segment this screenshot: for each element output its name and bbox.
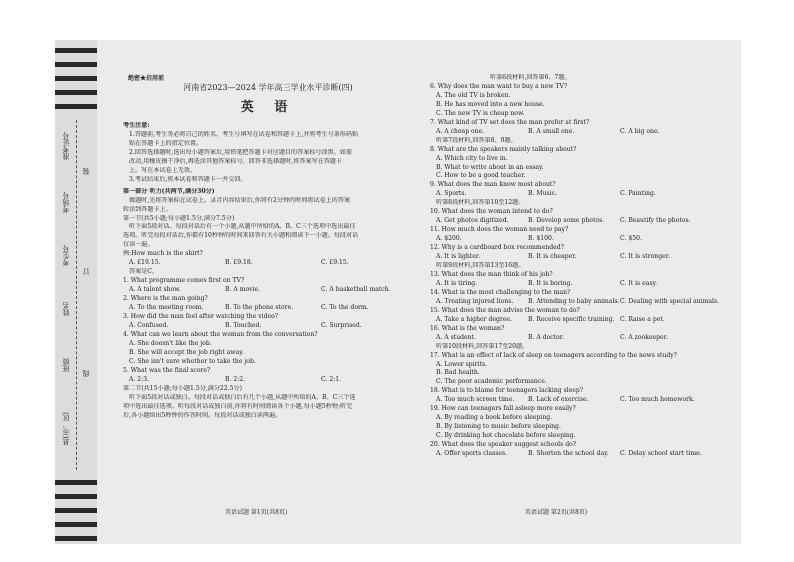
option: B. Shorten the school day. — [528, 450, 609, 458]
option: B. To the phone store. — [225, 304, 294, 312]
section2-heading: 第二节(共15小题;每小题1.5分,满分22.5分) — [123, 384, 242, 392]
part1-text: 做题时,先将答案标在试卷上。录音内容结束后,你将有2分钟的时间将试卷上的答案 — [129, 196, 351, 204]
page-2 — [430, 74, 730, 459]
question: 18. What is to blame for teenagers lacking sleep? — [430, 387, 584, 395]
option: A. By reading a book before sleeping. — [436, 414, 553, 422]
binding-stripe — [55, 48, 97, 53]
option: B. It is boring. — [528, 279, 573, 287]
option: B. What to write about in an essay. — [436, 163, 544, 171]
option: C. A zookeeper. — [620, 333, 668, 341]
section1-heading: 第一节(共5小题;每小题1.5分,满分7.5分) — [123, 214, 235, 222]
option: A. Too much screen time. — [436, 396, 515, 404]
option: A. A student. — [436, 333, 476, 341]
question-options — [430, 316, 730, 325]
option: C. It is easy. — [620, 279, 658, 287]
question: 20. What does the speaker suggest schools do? — [430, 441, 577, 449]
option: B. Attending to baby animals. — [528, 297, 620, 305]
question-options — [430, 450, 730, 459]
option: C. Too much homework. — [620, 396, 695, 404]
part1-heading: 第一部分 听力(共两节,满分30分) — [123, 187, 215, 195]
section-header: 听第10段材料,回答第17至20题。 — [436, 342, 529, 350]
binding-field-class: 班级 — [62, 358, 70, 372]
question-options — [430, 396, 730, 405]
option: B. £9.18. — [225, 259, 253, 267]
binding-stripe — [55, 104, 97, 109]
question: 5. What was the final score? — [123, 366, 211, 374]
option: B. Lack of exercise. — [528, 396, 589, 404]
binding-cut-line — [76, 120, 77, 470]
binding-stripe — [55, 76, 97, 81]
notice-line: 3.考试结束后,将本试卷和答题卡一并交回。 — [129, 175, 247, 183]
binding-strip — [55, 40, 97, 544]
section2-text: 项中选出最佳选项。听每段对话或独白前,你将有时间阅读各个小题,每小题5秒钟;听完 — [123, 402, 353, 410]
question-options — [430, 253, 730, 262]
option: B. She will accept the job right away. — [129, 348, 244, 356]
question: 6. Why does the man want to buy a new TV? — [430, 82, 568, 90]
question-options — [430, 217, 730, 226]
binding-stripe — [55, 480, 97, 485]
question: 4. What can we learn about the woman from the conversation? — [123, 330, 318, 338]
option: A. A talent show. — [129, 286, 181, 294]
option: B. It is cheaper. — [528, 253, 577, 261]
binding-stripe — [55, 62, 97, 67]
option: C. Beautify the photos. — [620, 217, 691, 225]
question-options — [123, 322, 413, 331]
section-header: 听第9段材料,回答第13至16题。 — [436, 262, 525, 270]
question-options — [430, 235, 730, 244]
option: B. Receive specific training. — [528, 315, 615, 323]
section2-text: 听下面5段对话或独白。每段对话或独白后有几个小题,从题中所给的A、B、C三个选 — [129, 393, 356, 401]
binding-stripe — [55, 536, 97, 541]
question: 2. Where is the man going? — [123, 295, 208, 303]
question-options — [123, 376, 413, 385]
binding-field-room: 考场号 — [62, 192, 70, 213]
question: 11. How much does the woman need to pay? — [430, 226, 569, 234]
option: A. To the meeting room. — [129, 304, 204, 312]
option: A. £19.15. — [129, 259, 161, 267]
section-header: 听第8段材料,回答第10至12题。 — [436, 199, 525, 207]
question-options — [123, 304, 413, 313]
option: B. 2:2. — [225, 375, 246, 383]
option: B. Bad health. — [436, 369, 480, 377]
option: C. How to be a good teacher. — [436, 172, 526, 180]
section1-text: 仅读一遍。 — [123, 241, 154, 249]
notice-line: 2.回答选择题时,选出每小题答案后,用铅笔把答题卡对应题目的答案标号涂黑。如需 — [129, 148, 352, 156]
notice-heading: 考生注意: — [123, 122, 150, 129]
option: A. $200. — [436, 235, 462, 243]
section1-text: 选项。听完每段对话后,你都有10秒钟的时间来回答有关小题和阅读下一小题。每段对话 — [123, 232, 359, 240]
question: 10. What does the woman intend to do? — [430, 208, 553, 216]
question: 13. What does the man think of his job? — [430, 270, 553, 278]
option: B. Touched. — [225, 321, 262, 329]
option: C. The poor academic performance. — [436, 378, 547, 386]
question: 19. How can teenagers fall asleep more easily? — [430, 405, 576, 413]
option: A. A cheap one. — [436, 127, 485, 135]
option: C. Surprised. — [321, 321, 362, 329]
binding-field-county: 县(市、区) — [62, 412, 70, 446]
option: B. He has moved into a new house. — [436, 100, 545, 108]
option: A. Treating injured lions. — [436, 297, 514, 305]
binding-field-student: 考生号 — [62, 245, 70, 266]
question-options — [430, 280, 730, 289]
question-options — [430, 190, 730, 199]
binding-mark-ding: 订 — [82, 268, 90, 275]
option: A. Confused. — [129, 321, 169, 329]
exam-sheet — [55, 40, 741, 544]
option: A. It is tiring. — [436, 279, 478, 287]
question: 7. What kind of TV set does the man prefer at first? — [430, 118, 590, 126]
option: A. Sports. — [436, 190, 467, 198]
example-answer: 答案是C。 — [129, 268, 159, 276]
option: A. Which city to live in. — [436, 154, 508, 162]
option: C. It is stronger. — [620, 253, 670, 261]
option: B. Develop some photos. — [528, 217, 605, 225]
notice-line: 改动,用橡皮擦干净后,再选涂其他答案标号。回答非选择题时,将答案写在答题卡 — [129, 157, 342, 165]
option: A. 2:3. — [129, 375, 150, 383]
option: C. £9.15. — [321, 259, 349, 267]
question: 17. What is an effect of lack of sleep on teenagers according to the news study? — [430, 351, 677, 359]
question: 14. What is the most challenging to the man? — [430, 288, 571, 296]
exam-subtitle: 河南省2023—2024 学年高三学业水平诊断(四) — [183, 83, 353, 92]
binding-field-ticket: 准考证号 — [62, 132, 70, 160]
section1-text: 听下面5段对话。每段对话后有一个小题,从题中所给的A、B、C三个选项中选出最佳 — [129, 223, 356, 231]
option: C. She isn't sure whether to take the job. — [129, 357, 256, 365]
option: C. Painting. — [620, 190, 656, 198]
binding-stripe — [55, 522, 97, 527]
question: 15. What does the man advise the woman to do? — [430, 306, 580, 314]
option: A. The old TV is broken. — [436, 91, 511, 99]
option: A. Lower spirits. — [436, 360, 488, 368]
option: A. Take a higher degree. — [436, 315, 512, 323]
question-options — [430, 298, 730, 307]
exam-title: 英 语 — [240, 100, 296, 115]
option: C. Delay school start time. — [620, 450, 702, 458]
option: B. $100. — [528, 235, 554, 243]
option: C. 2:1. — [321, 375, 342, 383]
question-options — [430, 334, 730, 343]
option: C. A basketball match. — [321, 286, 391, 294]
option: C. Raise a pet. — [620, 315, 665, 323]
binding-stripe — [55, 494, 97, 499]
page-1-footer: 英语试题 第1页(共8页) — [225, 509, 288, 516]
option: C. A big one. — [620, 127, 660, 135]
binding-mark-zhuang: 装 — [82, 168, 90, 175]
notice-line: 1.答题前,考生务必将自己的姓名、考生号填写在试卷和答题卡上,并将考生号条形码粘 — [129, 130, 359, 138]
question: 8. What are the speakers mainly talking about? — [430, 145, 577, 153]
option: B. A doctor. — [528, 333, 564, 341]
binding-mark-xian: 线 — [82, 370, 90, 377]
part1-text: 转涂到答题卡上。 — [123, 205, 172, 213]
page-2-footer: 英语试题 第2页(共8页) — [525, 509, 588, 516]
question: 1. What programme comes first on TV? — [123, 277, 245, 285]
option: C. Dealing with special animals. — [620, 297, 720, 305]
binding-stripe — [55, 508, 97, 513]
option: C. By drinking hot chocolate before sleeping. — [436, 432, 576, 440]
question: 9. What does the man know most about? — [430, 181, 556, 189]
binding-field-name: 姓名 — [62, 302, 70, 316]
section-header: 听第7段材料,回答第8、9题。 — [436, 136, 517, 144]
option: C. $50. — [620, 235, 642, 243]
question: 12. Why is a cardboard box recommended? — [430, 244, 564, 252]
option: A. Offer sports classes. — [436, 450, 508, 458]
option: B. A small one. — [528, 127, 575, 135]
question-options — [123, 286, 413, 295]
option: A. Get photos digitized. — [436, 217, 509, 225]
page-1 — [123, 80, 413, 420]
option: B. Music. — [528, 190, 557, 198]
notice-line: 上。写在本试卷上无效。 — [129, 166, 197, 174]
option: B. A movie. — [225, 286, 261, 294]
question: 16. What is the woman? — [430, 324, 505, 332]
section-header: 听第6段材料,回答第6、7题。 — [490, 74, 571, 81]
section2-text: 后,各小题给出5秒钟的作答时间。每段对话或独白读两遍。 — [123, 411, 282, 419]
option: C. To the dorm. — [321, 304, 369, 312]
example-question: 例:How much is the shirt? — [123, 250, 203, 258]
option: A. It is lighter. — [436, 253, 481, 261]
question-options — [430, 128, 730, 137]
option: C. The new TV is cheap now. — [436, 109, 525, 117]
confidential-mark: 绝密★启用前 — [128, 75, 165, 82]
notice-line: 贴在答题卡上的指定位置。 — [129, 139, 203, 147]
example-options — [123, 259, 413, 268]
option: A. She doesn't like the job. — [129, 339, 212, 347]
option: B. By listening to music before sleeping. — [436, 423, 561, 431]
question: 3. How did the man feel after watching the video? — [123, 313, 279, 321]
binding-stripe — [55, 90, 97, 95]
